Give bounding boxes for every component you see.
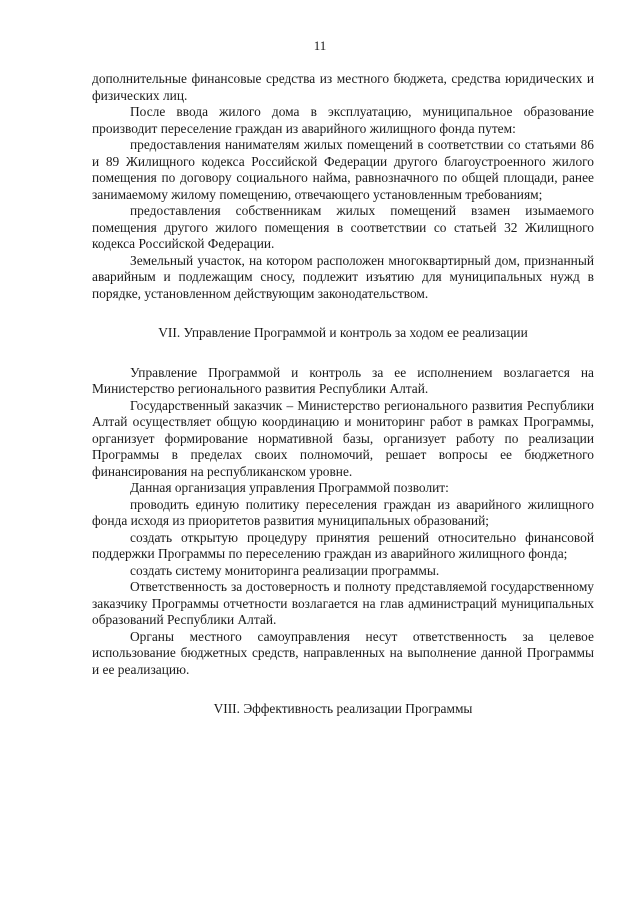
- paragraph: Ответственность за достоверность и полноту представляемой государственному заказчику Программы отчетности возлагается на глав администраций муниципальных образований Республики Алтай.: [92, 579, 594, 627]
- paragraph: создать открытую процедуру принятия решений относительно финансовой поддержки Программы по переселению граждан из аварийного жилищного фонда;: [92, 529, 594, 561]
- paragraph: После ввода жилого дома в эксплуатацию, муниципальное образование производит переселение граждан из аварийного жилищного фонда путем:: [92, 104, 594, 136]
- paragraph: создать систему мониторинга реализации программы.: [130, 562, 440, 578]
- paragraph: проводить единую политику переселения граждан из аварийного жилищного фонда исходя из приоритетов развития муниципальных образований;: [92, 496, 594, 528]
- paragraph: предоставления нанимателям жилых помещений в соответствии со статьями 86 и 89 Жилищного кодекса Российской Федерации другого благоустроенного жилого помещения по договору социального найма, равнозначного по общей площади, ранее занимаемому жилому помещению, отвечающего установленным требованиям;: [92, 137, 594, 202]
- page-number: 11: [313, 38, 327, 53]
- section-heading-vii: VII. Управление Программой и контроль за ходом ее реализации: [158, 325, 528, 340]
- paragraph: Государственный заказчик – Министерство регионального развития Республики Алтай осуществляет общую координацию и мониторинг работ в рамках Программы, организует формирование нормативной базы, организует работу по реализации Программы в пределах своих полномочий, решает вопросы ее бюджетного финансирования на республиканском уровне.: [92, 397, 594, 479]
- paragraph: Земельный участок, на котором расположен многоквартирный дом, признанный аварийным и подлежащим сносу, подлежит изъятию для муниципальных нужд в порядке, установленном действующим законодательством.: [92, 252, 594, 301]
- paragraph: предоставления собственникам жилых помещений взамен изымаемого помещения другого жилого помещения в соответствии со статьей 32 Жилищного кодекса Российской Федерации.: [92, 203, 594, 251]
- paragraph: Управление Программой и контроль за ее исполнением возлагается на Министерство регионального развития Республики Алтай.: [92, 364, 594, 396]
- paragraph: дополнительные финансовые средства из местного бюджета, средства юридических и физических лиц.: [92, 71, 594, 103]
- paragraph: Данная организация управления Программой позволит:: [130, 480, 449, 495]
- paragraph: Органы местного самоуправления несут ответственность за целевое использование бюджетных средств, направленных на выполнение данной Программы и ее реализацию.: [92, 628, 594, 677]
- document-body: [92, 71, 594, 718]
- section-heading-viii: VIII. Эффективность реализации Программы: [213, 701, 473, 716]
